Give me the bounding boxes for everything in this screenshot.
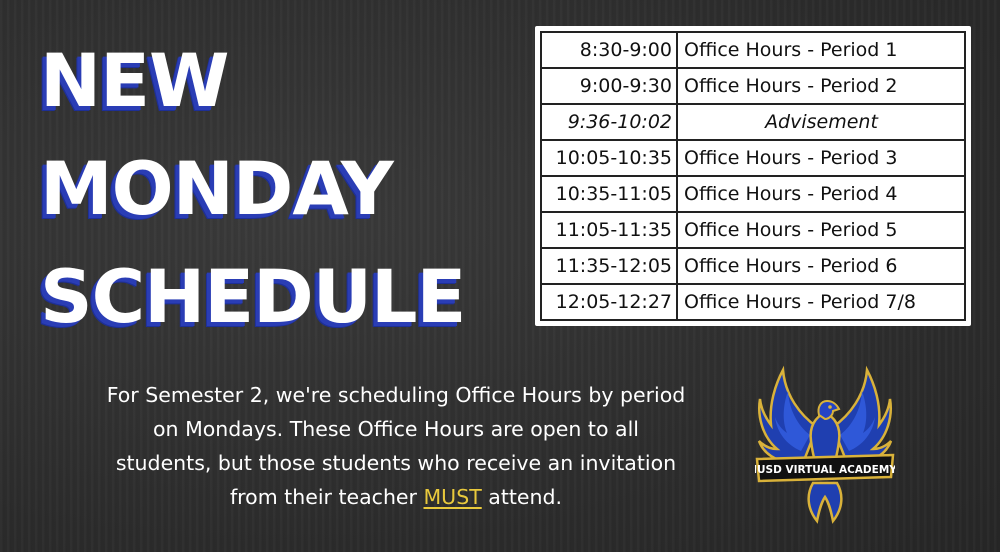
table-row	[541, 68, 965, 104]
time-cell: 10:05-10:35	[541, 140, 677, 176]
time-cell: 10:35-11:05	[541, 176, 677, 212]
table-row	[541, 104, 965, 140]
activity-cell: Office Hours - Period 2	[677, 68, 965, 104]
schedule-table	[535, 26, 971, 326]
description-line: For Semester 2, we're scheduling Office Hours by period	[106, 383, 686, 407]
table-row	[541, 32, 965, 68]
activity-cell: Office Hours - Period 3	[677, 140, 965, 176]
description-text	[90, 378, 702, 514]
eye-shape	[828, 405, 832, 409]
must-emphasis: MUST	[423, 485, 482, 509]
headline-line-3: SCHEDULE	[40, 255, 466, 340]
phoenix-icon	[755, 365, 895, 525]
headline-line-1: NEW	[40, 39, 229, 124]
head-shape	[818, 401, 839, 419]
time-cell: 9:36-10:02	[541, 104, 677, 140]
headline-line-2: MONDAY	[40, 147, 393, 232]
table-row	[541, 248, 965, 284]
time-cell: 9:00-9:30	[541, 68, 677, 104]
time-cell: 11:35-12:05	[541, 248, 677, 284]
logo-text: IUSD VIRTUAL ACADEMY	[755, 464, 895, 476]
table-row	[541, 176, 965, 212]
activity-cell: Office Hours - Period 7/8	[677, 284, 965, 320]
description-line	[90, 480, 702, 514]
time-cell: 12:05-12:27	[541, 284, 677, 320]
activity-cell: Office Hours - Period 1	[677, 32, 965, 68]
time-cell: 8:30-9:00	[541, 32, 677, 68]
description-text-segment: attend.	[481, 485, 563, 509]
description-line: students, but those students who receive an invitation	[115, 451, 677, 475]
activity-cell: Advisement	[677, 104, 965, 140]
description-text-segment: from their teacher	[229, 485, 424, 509]
academy-logo	[755, 365, 895, 525]
activity-cell: Office Hours - Period 4	[677, 176, 965, 212]
activity-cell: Office Hours - Period 5	[677, 212, 965, 248]
headline	[40, 28, 520, 352]
description-line: on Mondays. These Office Hours are open to all	[153, 417, 639, 441]
time-cell: 11:05-11:35	[541, 212, 677, 248]
activity-cell: Office Hours - Period 6	[677, 248, 965, 284]
table-row	[541, 212, 965, 248]
table-row	[541, 140, 965, 176]
table-row	[541, 284, 965, 320]
tail-shape	[809, 483, 842, 521]
